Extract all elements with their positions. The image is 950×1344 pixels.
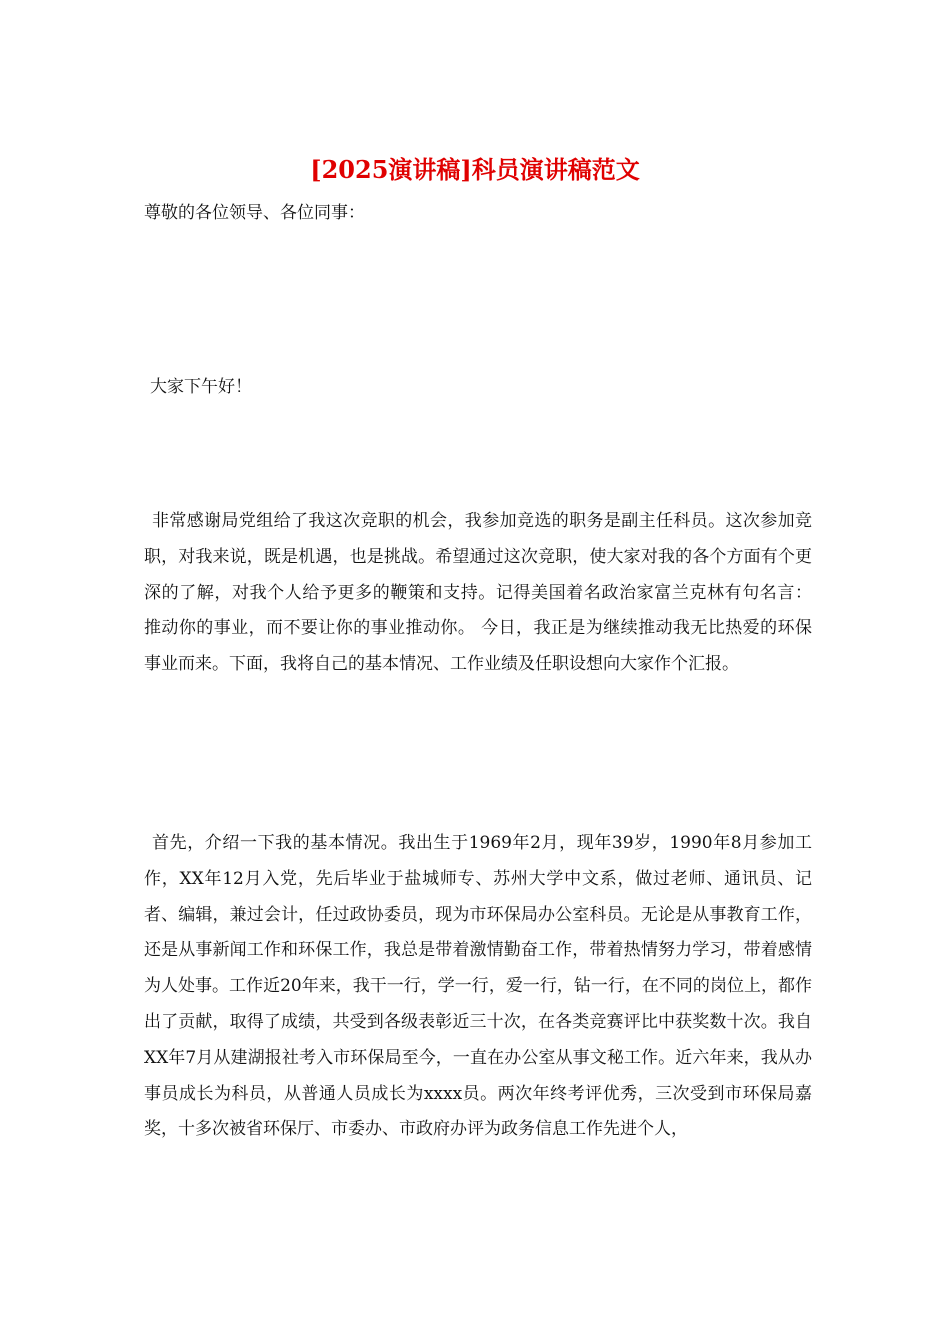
paragraph-basic-info: 首先，介绍一下我的基本情况。我出生于1969年2月，现年39岁，1990年8月参加工作，XX年12月入党，先后毕业于盐城师专、苏州大学中文系，做过老师、通讯员、记者、编辑，兼过会计，任过政协委员，现为市环保局办公室科员。无论是从事教育工作，还是从事新闻工作和环保工作，我总是带着激情勤奋工作，带着热情努力学习，带着感情为人处事。工作近20年来，我干一行，学一行，爱一行，钻一行，在不同的岗位上，都作出了贡献，取得了成绩，共受到各级表彰近三十次，在各类竞赛评比中获奖数十次。我自XX年7月从建湖报社考入市环保局至今，一直在办公室从事文秘工作。近六年来，我从办事员成长为科员，从普通人员成长为xxxx员。两次年终考评优秀，三次受到市环保局嘉奖，十多次被省环保厅、市委办、市政府办评为政务信息工作先进个人， xyxy=(144,833,812,1140)
paragraph-introduction: 非常感谢局党组给了我这次竞职的机会，我参加竞选的职务是副主任科员。这次参加竞职，对我来说，既是机遇，也是挑战。希望通过这次竞职，使大家对我的各个方面有个更深的了解，对我个人给予更多的鞭策和支持。记得美国着名政治家富兰克林有句名言： 推动你的事业，而不要让你的事业推动你。 今日，我正是为继续推动我无比热爱的环保事业而来。下面，我将自己的基本情况、工作业绩及任职设想向大家作个汇报。 xyxy=(144,511,812,675)
document-title: [2025演讲稿]科员演讲稿范文 xyxy=(310,155,640,184)
greeting: 大家下午好！ xyxy=(150,377,252,397)
salutation: 尊敬的各位领导、各位同事： xyxy=(144,203,365,223)
